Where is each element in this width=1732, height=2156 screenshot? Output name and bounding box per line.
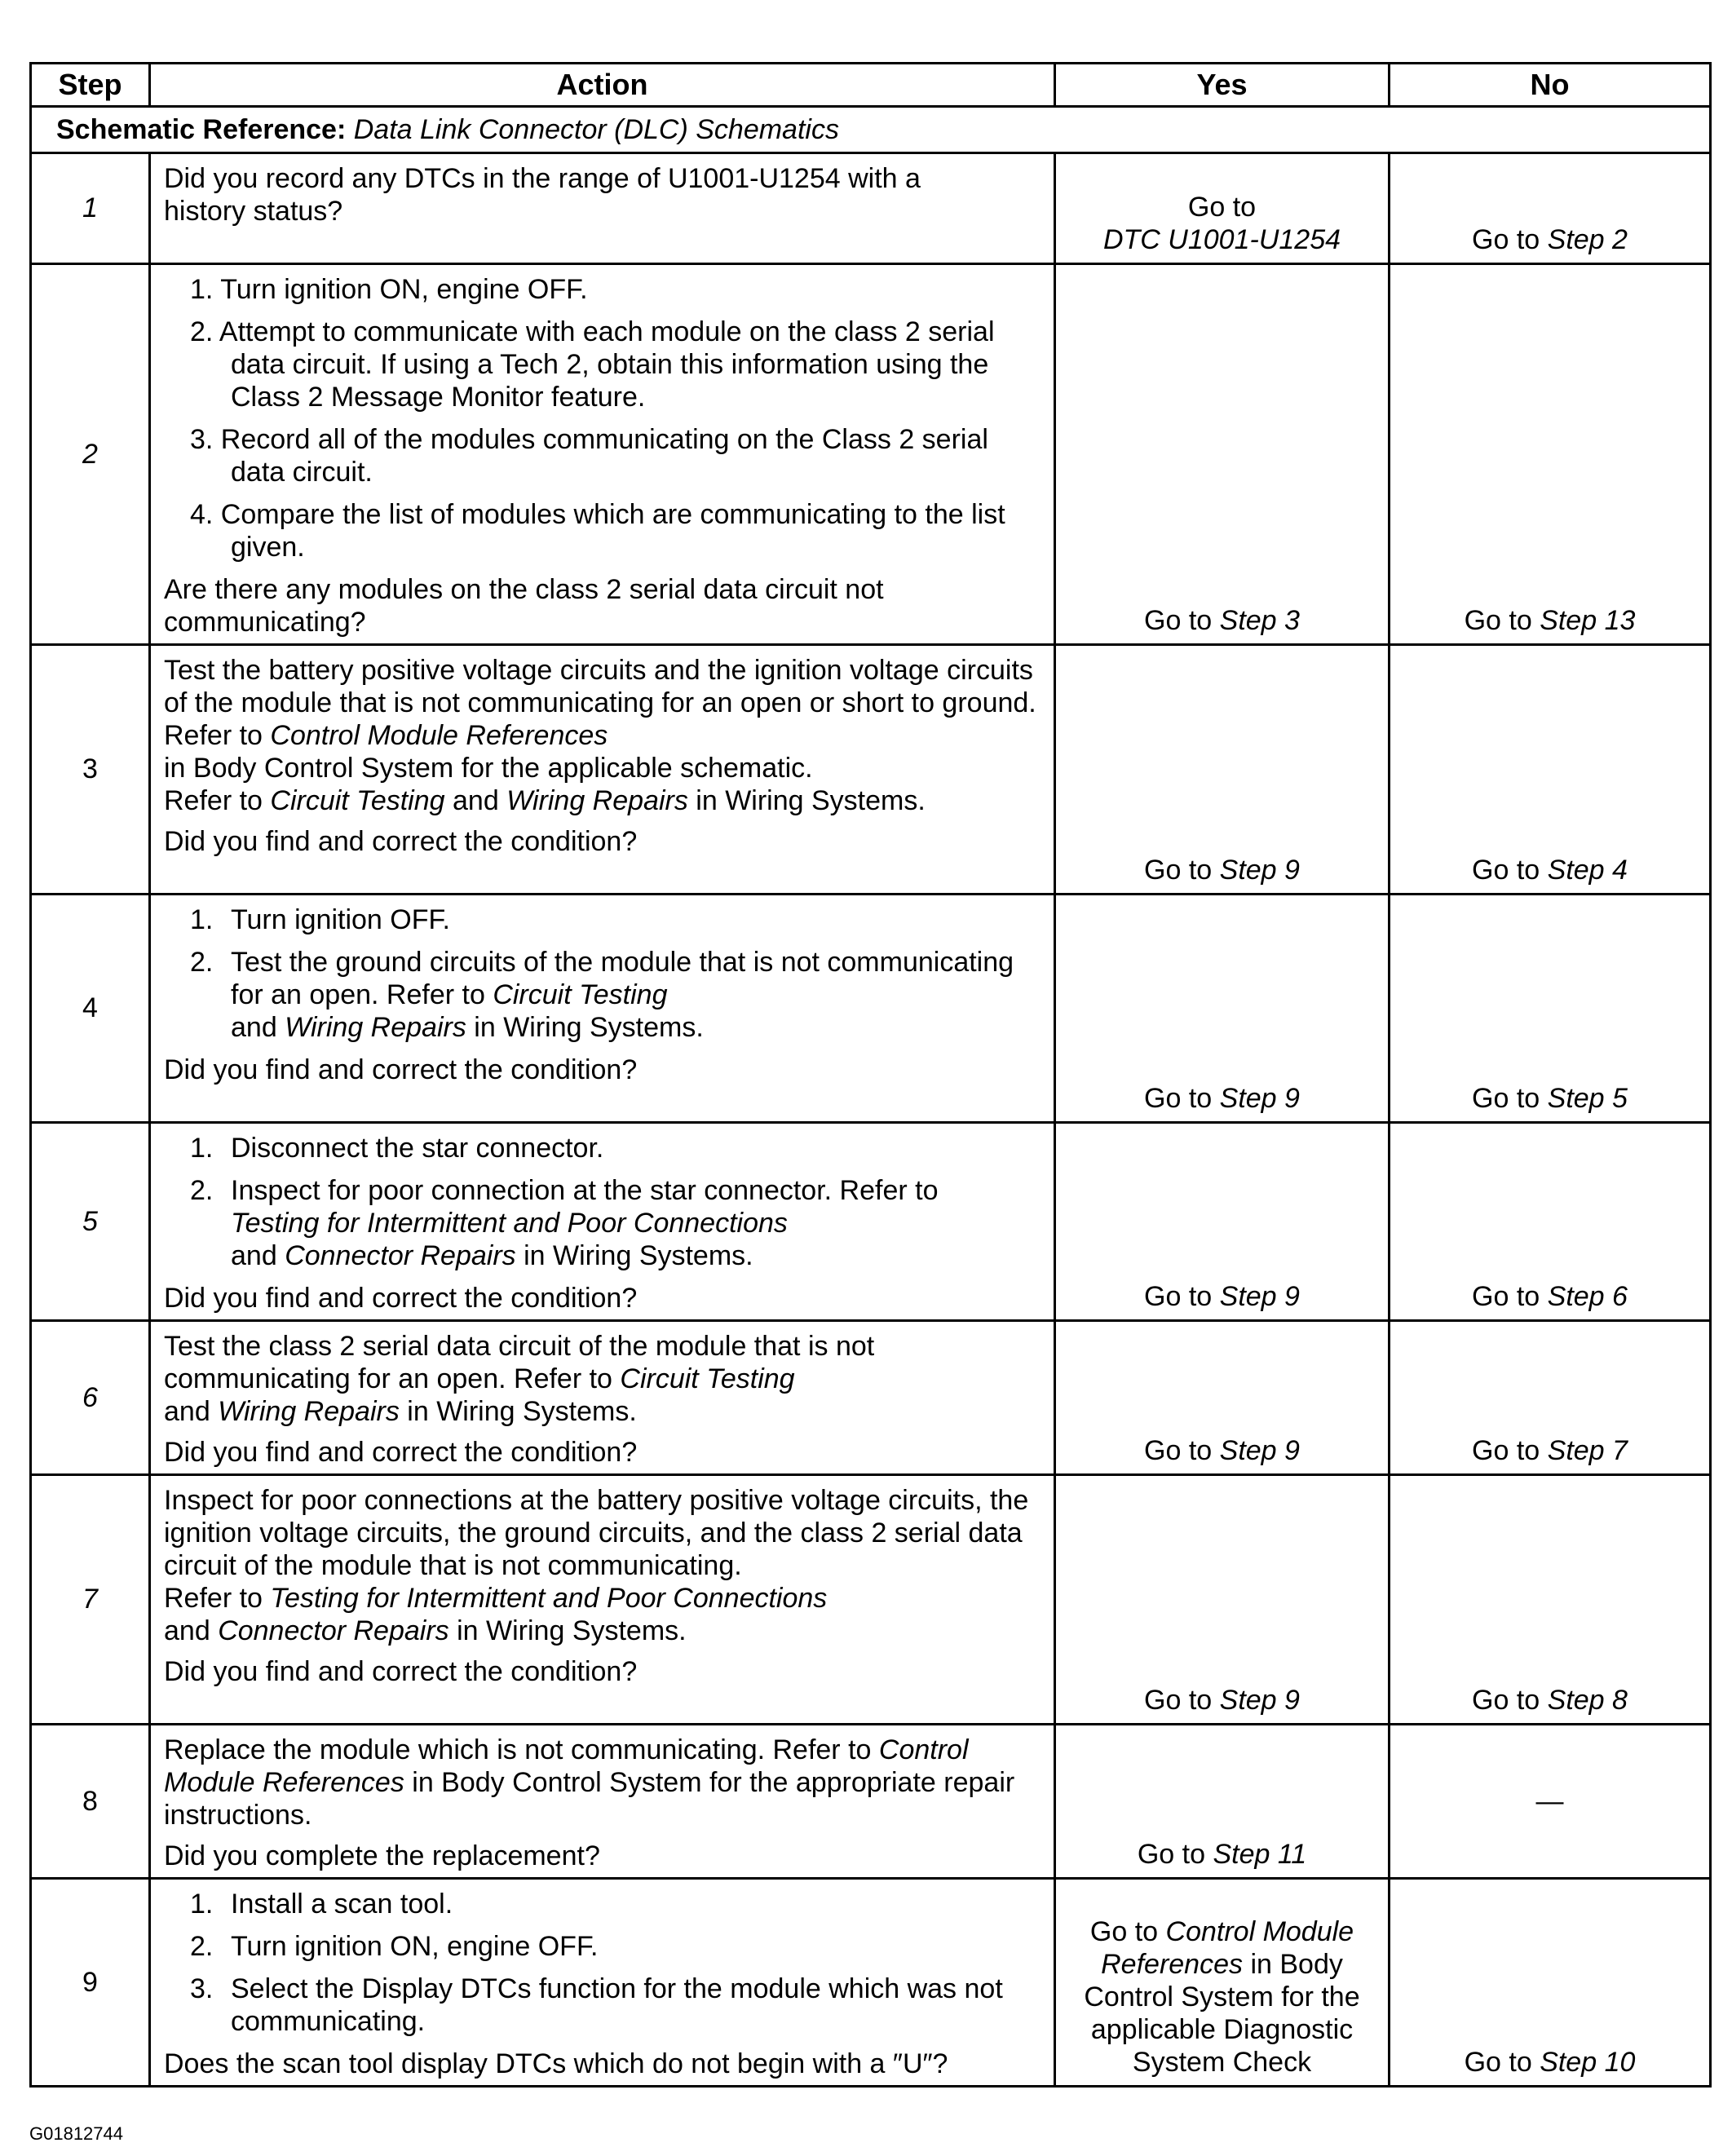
schematic-reference-label: Schematic Reference:	[56, 113, 347, 145]
step-number: 9	[31, 1879, 150, 2087]
yes-text: Go to	[1187, 192, 1257, 223]
reference-link[interactable]: Testing for Intermittent and Poor Connections	[231, 1208, 788, 1239]
no-link[interactable]: Step 4	[1547, 855, 1628, 886]
no-link[interactable]: Step 10	[1540, 2047, 1636, 2078]
action-steps	[164, 1888, 1041, 2038]
table-row-step-9	[31, 1879, 1711, 2087]
no-cell: Go to Step 6	[1390, 1123, 1711, 1321]
action-text: Test the class 2 serial data circuit of the module that is not communicating for an open. Refer to Circuit Testing and Wiring Repairs in Wiring Systems.	[164, 1331, 875, 1427]
no-cell: Go to Step 13	[1390, 264, 1711, 645]
action-cell	[150, 645, 1055, 895]
table-row-step-2	[31, 264, 1711, 645]
yes-link[interactable]: Step 3	[1219, 605, 1300, 636]
reference-link[interactable]: Connector Repairs	[285, 1240, 516, 1271]
schematic-reference-link[interactable]: Data Link Connector (DLC) Schematics	[353, 113, 839, 145]
yes-cell: Go to Step 11	[1055, 1725, 1390, 1879]
action-question: Did you find and correct the condition?	[164, 1054, 638, 1085]
no-link[interactable]: Step 5	[1547, 1083, 1628, 1114]
yes-link[interactable]: Step 9	[1219, 1281, 1300, 1312]
no-link[interactable]: Step 8	[1547, 1685, 1628, 1716]
yes-cell: Go to Step 9	[1055, 1123, 1390, 1321]
yes-link[interactable]: Step 9	[1219, 1685, 1300, 1716]
list-item: 2. Turn ignition ON, engine OFF.	[190, 1931, 599, 1962]
action-cell	[150, 153, 1055, 264]
list-item: 1. Install a scan tool.	[190, 1889, 453, 1920]
yes-link[interactable]: DTC U1001-U1254	[1102, 224, 1341, 255]
yes-cell: Go to Step 9	[1055, 1475, 1390, 1725]
yes-cell	[1055, 153, 1390, 264]
schematic-reference	[31, 107, 1711, 153]
no-link[interactable]: Step 7	[1547, 1435, 1628, 1466]
no-link[interactable]: Step 2	[1547, 224, 1628, 255]
no-link[interactable]: Step 6	[1547, 1281, 1628, 1312]
action-text: Test the battery positive voltage circuits and the ignition voltage circuits of the module that is not communicating for an open or short to ground. Refer to Control Module References in Body Control System for the applicable schematic. Refer to Circuit Testing and Wiring Repairs in Wiring Systems.	[164, 655, 1036, 816]
step-number: 2	[31, 264, 150, 645]
reference-link[interactable]: Control Module References	[164, 1734, 969, 1798]
reference-link[interactable]: Wiring Repairs	[218, 1396, 400, 1427]
reference-link[interactable]: Wiring Repairs	[506, 785, 688, 816]
reference-link[interactable]: Testing for Intermittent and Poor Connections	[270, 1583, 828, 1614]
reference-link[interactable]: Connector Repairs	[218, 1615, 449, 1646]
header-yes: Yes	[1055, 64, 1390, 107]
action-question: Did you record any DTCs in the range of U1001-U1254 with a history status?	[164, 163, 921, 227]
table-row-step-6	[31, 1321, 1711, 1475]
table-row-step-4	[31, 895, 1711, 1123]
header-row	[31, 64, 1711, 107]
no-cell: Go to Step 2	[1390, 153, 1711, 264]
action-question: Did you find and correct the condition?	[164, 1437, 638, 1468]
action-question: Did you find and correct the condition?	[164, 1283, 638, 1314]
no-cell: —	[1390, 1725, 1711, 1879]
yes-cell: Go to Step 9	[1055, 645, 1390, 895]
action-text: Replace the module which is not communicating. Refer to Control Module References in Body Control System for the appropriate repair instructions.	[164, 1734, 1015, 1831]
action-question: Did you find and correct the condition?	[164, 1656, 638, 1687]
yes-cell: Go to Control Module References in Body Control System for the applicable Diagnostic System Check	[1055, 1879, 1390, 2087]
no-cell: Go to Step 7	[1390, 1321, 1711, 1475]
yes-link[interactable]: Step 9	[1219, 1435, 1300, 1466]
action-cell	[150, 1725, 1055, 1879]
table-row-step-7	[31, 1475, 1711, 1725]
action-cell	[150, 1475, 1055, 1725]
table-row-step-8	[31, 1725, 1711, 1879]
action-steps	[164, 903, 1041, 1044]
no-cell: Go to Step 8	[1390, 1475, 1711, 1725]
table-row-step-5	[31, 1123, 1711, 1321]
reference-link[interactable]: Wiring Repairs	[285, 1012, 466, 1043]
reference-link[interactable]: Control Module References	[270, 720, 608, 751]
reference-link[interactable]: Circuit Testing	[620, 1363, 795, 1394]
yes-cell: Go to Step 3	[1055, 264, 1390, 645]
list-item: 1. Disconnect the star connector.	[190, 1133, 604, 1164]
action-cell	[150, 895, 1055, 1123]
header-no: No	[1390, 64, 1711, 107]
list-item: 3. Record all of the modules communicating on the Class 2 serial data circuit.	[190, 424, 988, 488]
step-number: 5	[31, 1123, 150, 1321]
no-cell: Go to Step 10	[1390, 1879, 1711, 2087]
list-item: 2. Inspect for poor connection at the star connector. Refer to Testing for Intermittent and Poor Connections and Connector Repairs in Wiring Systems.	[190, 1175, 939, 1271]
schematic-reference-row	[31, 107, 1711, 153]
yes-cell: Go to Step 9	[1055, 895, 1390, 1123]
action-question: Did you find and correct the condition?	[164, 826, 638, 857]
yes-link[interactable]: Step 9	[1219, 1083, 1300, 1114]
action-cell	[150, 1879, 1055, 2087]
action-question: Are there any modules on the class 2 serial data circuit not communicating?	[164, 574, 884, 638]
action-text: Inspect for poor connections at the battery positive voltage circuits, the ignition voltage circuits, the ground circuits, and the class 2 serial data circuit of the module that is not communicating. Refer to Testing for Intermittent and Poor Connections and Connector Repairs in Wiring Systems.	[164, 1485, 1029, 1646]
step-number: 4	[31, 895, 150, 1123]
list-item: 1. Turn ignition OFF.	[190, 904, 450, 935]
list-item: 4. Compare the list of modules which are communicating to the list given.	[190, 499, 1005, 563]
action-cell	[150, 1321, 1055, 1475]
no-cell: Go to Step 5	[1390, 895, 1711, 1123]
step-number: 7	[31, 1475, 150, 1725]
yes-link[interactable]: Step 11	[1213, 1839, 1307, 1870]
list-item: 1. Turn ignition ON, engine OFF.	[190, 274, 588, 305]
no-link[interactable]: Step 13	[1540, 605, 1636, 636]
step-number: 1	[31, 153, 150, 264]
figure-code: G01812744	[29, 2123, 123, 2144]
step-number: 6	[31, 1321, 150, 1475]
table-row-step-3	[31, 645, 1711, 895]
table-row-step-1	[31, 153, 1711, 264]
reference-link[interactable]: Circuit Testing	[493, 979, 668, 1010]
no-cell: Go to Step 4	[1390, 645, 1711, 895]
reference-link[interactable]: Circuit Testing	[270, 785, 445, 816]
step-number: 3	[31, 645, 150, 895]
yes-link[interactable]: Step 9	[1219, 855, 1300, 886]
action-steps	[164, 1132, 1041, 1272]
list-item: 3. Select the Display DTCs function for the module which was not communicating.	[190, 1973, 1003, 2037]
diagnostic-document	[29, 62, 1709, 2088]
action-cell	[150, 1123, 1055, 1321]
list-item: 2. Attempt to communicate with each module on the class 2 serial data circuit. If using a Tech 2, obtain this information using the Class 2 Message Monitor feature.	[190, 316, 995, 413]
diagnostic-table	[29, 62, 1712, 2088]
yes-cell: Go to Step 9	[1055, 1321, 1390, 1475]
step-number: 8	[31, 1725, 150, 1879]
action-steps	[164, 273, 1041, 563]
header-action: Action	[150, 64, 1055, 107]
action-question: Did you complete the replacement?	[164, 1840, 600, 1871]
list-item: 2. Test the ground circuits of the module that is not communicating for an open. Refer to Circuit Testing and Wiring Repairs in Wiring Systems.	[190, 947, 1014, 1043]
header-step: Step	[31, 64, 150, 107]
action-question: Does the scan tool display DTCs which do not begin with a ″U″?	[164, 2048, 948, 2079]
yes-link[interactable]: Control Module References	[1101, 1916, 1354, 1980]
action-cell	[150, 264, 1055, 645]
